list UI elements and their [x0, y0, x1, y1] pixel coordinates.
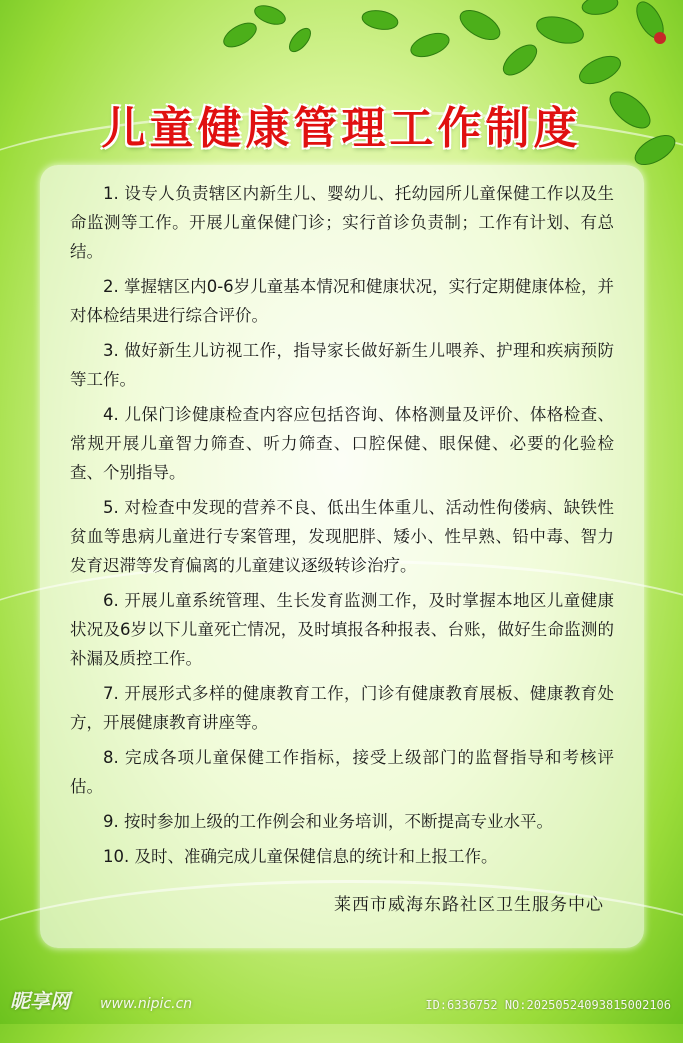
organization-name: 莱西市威海东路社区卫生服务中心 [334, 895, 604, 915]
list-item: 3. 做好新生儿访视工作，指导家长做好新生儿喂养、护理和疾病预防等工作。 [70, 341, 614, 389]
list-item: 8. 完成各项儿童保健工作指标，接受上级部门的监督指导和考核评估。 [70, 748, 614, 796]
list-item: 1. 设专人负责辖区内新生儿、婴幼儿、托幼园所儿童保健工作以及生命监测等工作。开展儿童保健门诊；实行首诊负责制；工作有计划、有总结。 [70, 184, 614, 261]
list-item: 9. 按时参加上级的工作例会和业务培训，不断提高专业水平。 [103, 812, 553, 831]
watermark-id: ID:6336752 NO:20250524093815002106 [425, 998, 671, 1012]
list-item: 7. 开展形式多样的健康教育工作，门诊有健康教育展板、健康教育处方，开展健康教育讲座等。 [70, 684, 614, 732]
list-item: 5. 对检查中发现的营养不良、低出生体重儿、活动性佝偻病、缺铁性贫血等患病儿童进行专案管理，发现肥胖、矮小、性早熟、铅中毒、智力发育迟滞等发育偏离的儿童建议逐级转诊治疗。 [70, 498, 614, 575]
list-item: 2. 掌握辖区内0-6岁儿童基本情况和健康状况，实行定期健康体检，并对体检结果进行综合评价。 [70, 277, 614, 325]
list-item: 4. 儿保门诊健康检查内容应包括咨询、体格测量及评价、体格检查、常规开展儿童智力筛查、听力筛查、口腔保健、眼保健、必要的化验检查、个别指导。 [70, 405, 614, 482]
rules-list [40, 165, 644, 871]
page-title: 儿童健康管理工作制度 [101, 103, 582, 154]
list-item: 6. 开展儿童系统管理、生长发育监测工作，及时掌握本地区儿童健康状况及6岁以下儿童死亡情况，及时填报各种报表、台账，做好生命监测的补漏及质控工作。 [70, 591, 614, 668]
ladybug-icon [654, 32, 666, 44]
content-panel [40, 165, 644, 948]
list-item: 10. 及时、准确完成儿童保健信息的统计和上报工作。 [103, 847, 498, 866]
watermark-logo: 昵享网 [10, 989, 70, 1013]
watermark-url: www.nipic.cn [100, 996, 193, 1012]
